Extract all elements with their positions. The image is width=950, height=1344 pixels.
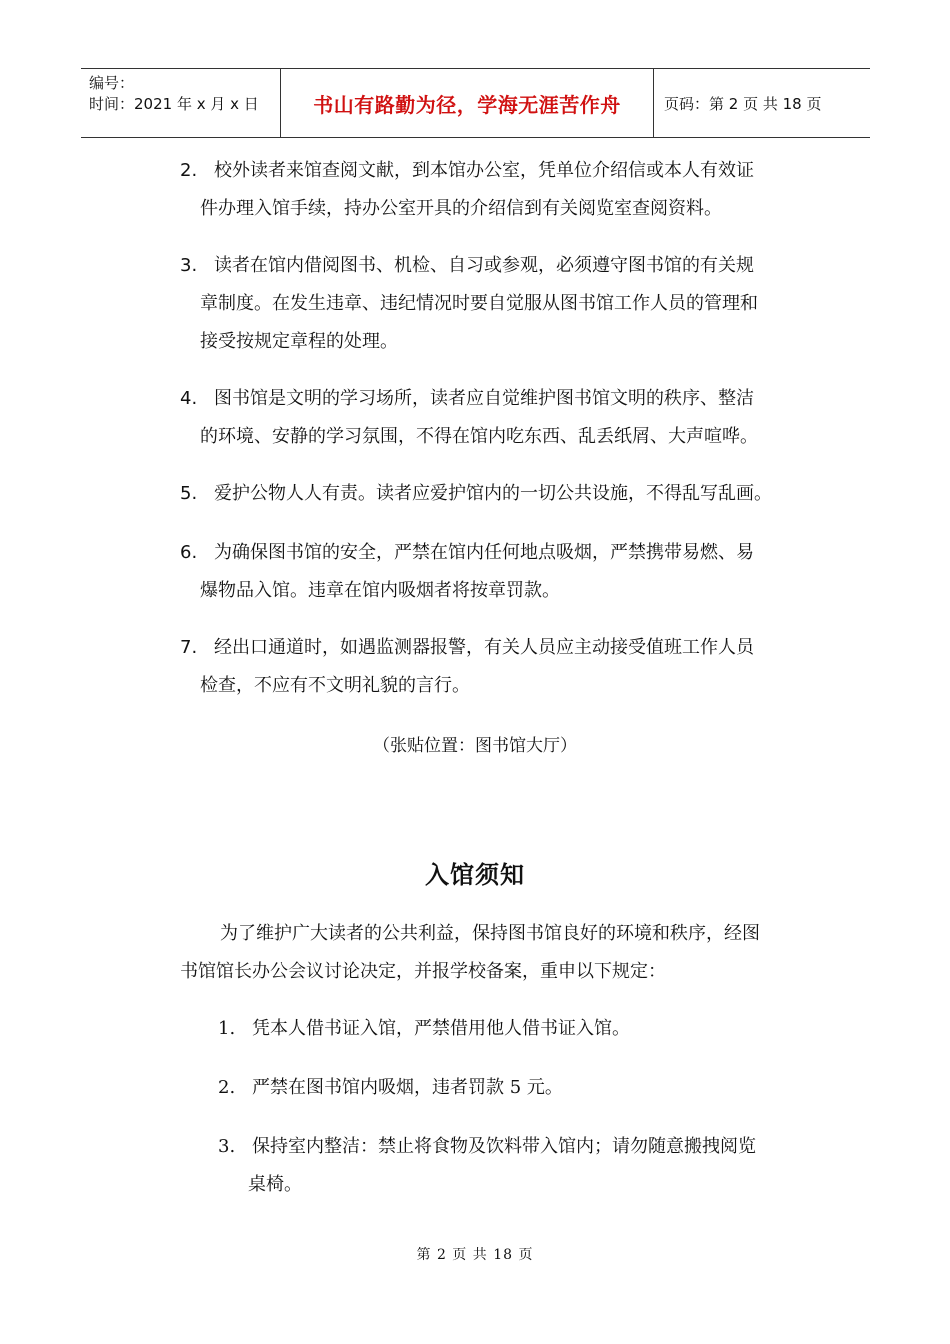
poster-location: （张贴位置：图书馆大厅） xyxy=(373,736,577,756)
item-line: 接受按规定章程的处理。 xyxy=(200,331,398,352)
motto-text: 书山有路勤为径，学海无涯苦作舟 xyxy=(313,92,621,117)
list-item xyxy=(180,475,820,513)
item-line: 读者在馆内借阅图书、机检、自习或参观，必须遵守图书馆的有关规 xyxy=(214,255,754,276)
item-line: 章制度。在发生违章、违纪情况时要自觉服从图书馆工作人员的管理和 xyxy=(200,293,758,314)
header-motto-cell xyxy=(281,69,654,137)
intro-line: 为了维护广大读者的公共利益，保持图书馆良好的环境和秩序，经图 xyxy=(220,923,760,944)
list-item xyxy=(180,380,820,456)
item-number: 6. xyxy=(180,542,198,563)
item-line: 件办理入馆手续，持办公室开具的介绍信到有关阅览室查阅资料。 xyxy=(200,198,722,219)
item-line: 的环境、安静的学习氛围，不得在馆内吃东西、乱丢纸屑、大声喧哗。 xyxy=(200,426,758,447)
rule-line: 严禁在图书馆内吸烟，违者罚款 5 元。 xyxy=(252,1077,563,1098)
header-page-cell xyxy=(654,69,870,137)
page-header xyxy=(81,68,870,138)
section-title: 入馆须知 xyxy=(425,861,525,889)
item-line: 图书馆是文明的学习场所，读者应自觉维护图书馆文明的秩序、整洁 xyxy=(214,388,754,409)
item-line: 检查，不应有不文明礼貌的言行。 xyxy=(200,675,470,696)
rule-number: 2. xyxy=(218,1077,236,1098)
rule-item xyxy=(218,1010,808,1048)
item-line: 爱护公物人人有责。读者应爱护馆内的一切公共设施，不得乱写乱画。 xyxy=(214,483,772,504)
item-number: 3. xyxy=(180,255,198,276)
list-item xyxy=(180,247,820,361)
header-meta xyxy=(81,69,281,137)
intro-paragraph xyxy=(180,915,800,991)
rule-item xyxy=(218,1128,808,1204)
rule-line: 保持室内整洁：禁止将食物及饮料带入馆内；请勿随意搬拽阅览 xyxy=(252,1136,756,1157)
item-line: 为确保图书馆的安全，严禁在馆内任何地点吸烟，严禁携带易燃、易 xyxy=(214,542,754,563)
page-info: 页码：第 2 页 共 18 页 xyxy=(664,94,822,113)
rule-line: 桌椅。 xyxy=(248,1174,302,1195)
item-line: 爆物品入馆。违章在馆内吸烟者将按章罚款。 xyxy=(200,580,560,601)
rule-line: 凭本人借书证入馆，严禁借用他人借书证入馆。 xyxy=(252,1018,630,1039)
doc-number-label: 编号： xyxy=(89,74,135,92)
item-number: 5. xyxy=(180,483,198,504)
doc-time-label: 时间：2021 年 x 月 x 日 xyxy=(89,95,259,113)
item-number: 7. xyxy=(180,637,198,658)
rule-item xyxy=(218,1069,808,1107)
list-item xyxy=(180,152,820,228)
intro-line: 书馆馆长办公会议讨论决定，并报学校备案，重申以下规定： xyxy=(180,961,666,982)
item-line: 经出口通道时，如遇监测器报警，有关人员应主动接受值班工作人员 xyxy=(214,637,754,658)
list-item xyxy=(180,629,820,705)
page-footer: 第 2 页 共 18 页 xyxy=(416,1247,534,1263)
item-number: 2. xyxy=(180,160,198,181)
item-number: 4. xyxy=(180,388,198,409)
rule-number: 3. xyxy=(218,1136,236,1157)
list-item xyxy=(180,534,820,610)
item-line: 校外读者来馆查阅文献，到本馆办公室，凭单位介绍信或本人有效证 xyxy=(214,160,754,181)
rule-number: 1. xyxy=(218,1018,236,1039)
